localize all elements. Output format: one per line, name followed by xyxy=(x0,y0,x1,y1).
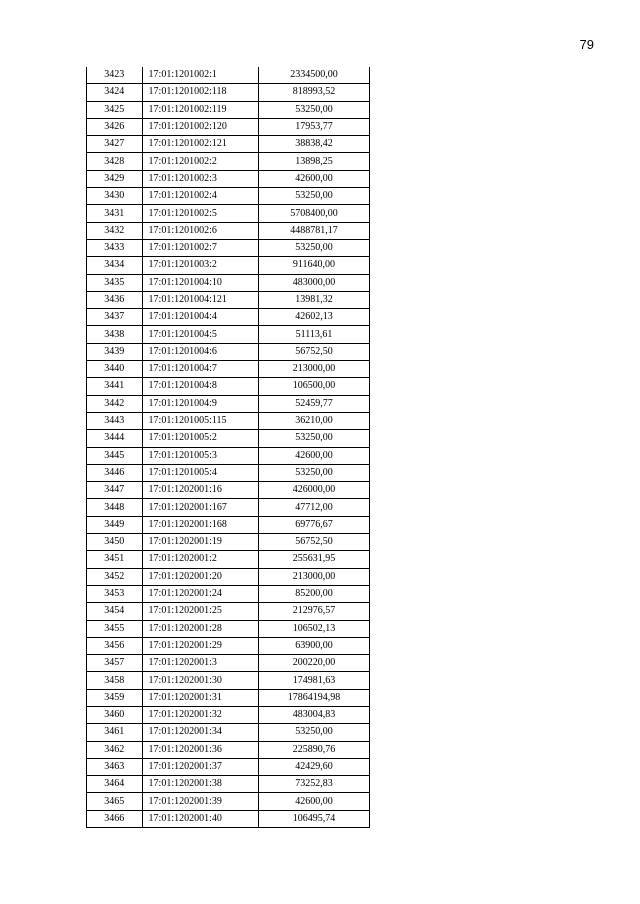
row-number-cell: 3425 xyxy=(87,101,143,118)
table-row xyxy=(87,153,370,170)
row-number-cell: 3448 xyxy=(87,499,143,516)
table-row xyxy=(87,222,370,239)
cadastral-value-cell: 42602,13 xyxy=(258,309,369,326)
cadastral-number-cell: 17:01:1202001:24 xyxy=(142,585,258,602)
cadastral-number-cell: 17:01:1202001:29 xyxy=(142,637,258,654)
table-row xyxy=(87,118,370,135)
table-row xyxy=(87,482,370,499)
cadastral-value-cell: 69776,67 xyxy=(258,516,369,533)
cadastral-value-cell: 17864194,98 xyxy=(258,689,369,706)
cadastral-value-cell: 53250,00 xyxy=(258,188,369,205)
cadastral-number-cell: 17:01:1201002:4 xyxy=(142,188,258,205)
table-row xyxy=(87,170,370,187)
row-number-cell: 3426 xyxy=(87,118,143,135)
cadastral-number-cell: 17:01:1201005:3 xyxy=(142,447,258,464)
cadastral-number-cell: 17:01:1201002:120 xyxy=(142,118,258,135)
cadastral-value-cell: 56752,50 xyxy=(258,534,369,551)
cadastral-number-cell: 17:01:1202001:38 xyxy=(142,776,258,793)
cadastral-number-cell: 17:01:1201004:4 xyxy=(142,309,258,326)
row-number-cell: 3459 xyxy=(87,689,143,706)
table-row xyxy=(87,188,370,205)
table-row xyxy=(87,516,370,533)
cadastral-value-table xyxy=(86,67,370,828)
cadastral-number-cell: 17:01:1202001:32 xyxy=(142,706,258,723)
row-number-cell: 3440 xyxy=(87,361,143,378)
row-number-cell: 3451 xyxy=(87,551,143,568)
cadastral-number-cell: 17:01:1201002:2 xyxy=(142,153,258,170)
cadastral-number-cell: 17:01:1202001:37 xyxy=(142,758,258,775)
cadastral-value-cell: 38838,42 xyxy=(258,136,369,153)
row-number-cell: 3430 xyxy=(87,188,143,205)
row-number-cell: 3442 xyxy=(87,395,143,412)
row-number-cell: 3458 xyxy=(87,672,143,689)
row-number-cell: 3433 xyxy=(87,239,143,256)
row-number-cell: 3441 xyxy=(87,378,143,395)
cadastral-value-cell: 818993,52 xyxy=(258,84,369,101)
row-number-cell: 3431 xyxy=(87,205,143,222)
cadastral-number-cell: 17:01:1201002:118 xyxy=(142,84,258,101)
cadastral-number-cell: 17:01:1201005:4 xyxy=(142,464,258,481)
cadastral-value-cell: 63900,00 xyxy=(258,637,369,654)
row-number-cell: 3427 xyxy=(87,136,143,153)
table-row xyxy=(87,603,370,620)
cadastral-number-cell: 17:01:1202001:16 xyxy=(142,482,258,499)
row-number-cell: 3432 xyxy=(87,222,143,239)
cadastral-value-cell: 255631,95 xyxy=(258,551,369,568)
table-row xyxy=(87,239,370,256)
table-row xyxy=(87,655,370,672)
cadastral-number-cell: 17:01:1201002:7 xyxy=(142,239,258,256)
table-row xyxy=(87,776,370,793)
table-row xyxy=(87,84,370,101)
cadastral-number-cell: 17:01:1201004:10 xyxy=(142,274,258,291)
cadastral-value-cell: 17953,77 xyxy=(258,118,369,135)
cadastral-value-cell: 85200,00 xyxy=(258,585,369,602)
cadastral-value-cell: 53250,00 xyxy=(258,101,369,118)
cadastral-value-cell: 51113,61 xyxy=(258,326,369,343)
row-number-cell: 3450 xyxy=(87,534,143,551)
cadastral-value-cell: 213000,00 xyxy=(258,568,369,585)
row-number-cell: 3452 xyxy=(87,568,143,585)
cadastral-value-cell: 4488781,17 xyxy=(258,222,369,239)
cadastral-value-cell: 56752,50 xyxy=(258,343,369,360)
table-row xyxy=(87,378,370,395)
cadastral-number-cell: 17:01:1201002:119 xyxy=(142,101,258,118)
table-row xyxy=(87,205,370,222)
cadastral-value-cell: 42600,00 xyxy=(258,170,369,187)
table-row xyxy=(87,620,370,637)
cadastral-number-cell: 17:01:1202001:167 xyxy=(142,499,258,516)
cadastral-number-cell: 17:01:1201004:5 xyxy=(142,326,258,343)
table-row xyxy=(87,447,370,464)
cadastral-value-cell: 13898,25 xyxy=(258,153,369,170)
row-number-cell: 3462 xyxy=(87,741,143,758)
cadastral-number-cell: 17:01:1202001:31 xyxy=(142,689,258,706)
row-number-cell: 3461 xyxy=(87,724,143,741)
table-row xyxy=(87,101,370,118)
cadastral-number-cell: 17:01:1201002:6 xyxy=(142,222,258,239)
row-number-cell: 3424 xyxy=(87,84,143,101)
cadastral-value-cell: 13981,32 xyxy=(258,291,369,308)
table-row xyxy=(87,724,370,741)
row-number-cell: 3423 xyxy=(87,67,143,84)
table-row xyxy=(87,291,370,308)
cadastral-value-cell: 42600,00 xyxy=(258,793,369,810)
cadastral-number-cell: 17:01:1202001:34 xyxy=(142,724,258,741)
cadastral-value-cell: 42429,60 xyxy=(258,758,369,775)
table-row xyxy=(87,585,370,602)
table-row xyxy=(87,464,370,481)
row-number-cell: 3453 xyxy=(87,585,143,602)
cadastral-value-cell: 53250,00 xyxy=(258,430,369,447)
row-number-cell: 3439 xyxy=(87,343,143,360)
row-number-cell: 3449 xyxy=(87,516,143,533)
cadastral-value-cell: 47712,00 xyxy=(258,499,369,516)
table-body xyxy=(87,67,370,828)
cadastral-number-cell: 17:01:1202001:2 xyxy=(142,551,258,568)
cadastral-number-cell: 17:01:1202001:36 xyxy=(142,741,258,758)
table-row xyxy=(87,430,370,447)
cadastral-value-cell: 73252,83 xyxy=(258,776,369,793)
table-row xyxy=(87,672,370,689)
cadastral-value-cell: 426000,00 xyxy=(258,482,369,499)
cadastral-value-cell: 483000,00 xyxy=(258,274,369,291)
row-number-cell: 3456 xyxy=(87,637,143,654)
row-number-cell: 3444 xyxy=(87,430,143,447)
cadastral-value-cell: 174981,63 xyxy=(258,672,369,689)
table-row xyxy=(87,637,370,654)
cadastral-value-cell: 106495,74 xyxy=(258,810,369,827)
row-number-cell: 3438 xyxy=(87,326,143,343)
cadastral-number-cell: 17:01:1202001:19 xyxy=(142,534,258,551)
row-number-cell: 3454 xyxy=(87,603,143,620)
row-number-cell: 3447 xyxy=(87,482,143,499)
cadastral-value-cell: 213000,00 xyxy=(258,361,369,378)
table-row xyxy=(87,412,370,429)
row-number-cell: 3457 xyxy=(87,655,143,672)
cadastral-number-cell: 17:01:1202001:40 xyxy=(142,810,258,827)
row-number-cell: 3465 xyxy=(87,793,143,810)
table-row xyxy=(87,706,370,723)
table-row xyxy=(87,274,370,291)
cadastral-number-cell: 17:01:1201004:121 xyxy=(142,291,258,308)
table-row xyxy=(87,395,370,412)
cadastral-value-cell: 911640,00 xyxy=(258,257,369,274)
table-row xyxy=(87,309,370,326)
table-row xyxy=(87,136,370,153)
row-number-cell: 3436 xyxy=(87,291,143,308)
cadastral-value-cell: 53250,00 xyxy=(258,464,369,481)
cadastral-number-cell: 17:01:1201002:3 xyxy=(142,170,258,187)
cadastral-number-cell: 17:01:1202001:168 xyxy=(142,516,258,533)
table-row xyxy=(87,67,370,84)
row-number-cell: 3460 xyxy=(87,706,143,723)
table-row xyxy=(87,534,370,551)
cadastral-value-cell: 53250,00 xyxy=(258,724,369,741)
cadastral-number-cell: 17:01:1201002:1 xyxy=(142,67,258,84)
table-row xyxy=(87,343,370,360)
cadastral-number-cell: 17:01:1201002:5 xyxy=(142,205,258,222)
table-row xyxy=(87,793,370,810)
row-number-cell: 3463 xyxy=(87,758,143,775)
row-number-cell: 3443 xyxy=(87,412,143,429)
cadastral-value-cell: 483004,83 xyxy=(258,706,369,723)
table-row xyxy=(87,689,370,706)
cadastral-number-cell: 17:01:1201004:8 xyxy=(142,378,258,395)
cadastral-number-cell: 17:01:1202001:25 xyxy=(142,603,258,620)
row-number-cell: 3446 xyxy=(87,464,143,481)
cadastral-number-cell: 17:01:1202001:28 xyxy=(142,620,258,637)
row-number-cell: 3434 xyxy=(87,257,143,274)
cadastral-number-cell: 17:01:1202001:39 xyxy=(142,793,258,810)
cadastral-number-cell: 17:01:1201004:7 xyxy=(142,361,258,378)
cadastral-value-cell: 2334500,00 xyxy=(258,67,369,84)
cadastral-value-cell: 53250,00 xyxy=(258,239,369,256)
cadastral-value-cell: 106500,00 xyxy=(258,378,369,395)
row-number-cell: 3466 xyxy=(87,810,143,827)
cadastral-value-cell: 52459,77 xyxy=(258,395,369,412)
table-row xyxy=(87,257,370,274)
cadastral-number-cell: 17:01:1201002:121 xyxy=(142,136,258,153)
cadastral-value-cell: 42600,00 xyxy=(258,447,369,464)
table-row xyxy=(87,551,370,568)
table-row xyxy=(87,361,370,378)
cadastral-value-cell: 200220,00 xyxy=(258,655,369,672)
table-row xyxy=(87,568,370,585)
cadastral-number-cell: 17:01:1202001:30 xyxy=(142,672,258,689)
table-row xyxy=(87,758,370,775)
table-row xyxy=(87,810,370,827)
cadastral-number-cell: 17:01:1202001:20 xyxy=(142,568,258,585)
cadastral-number-cell: 17:01:1201004:9 xyxy=(142,395,258,412)
table-row xyxy=(87,741,370,758)
cadastral-value-cell: 106502,13 xyxy=(258,620,369,637)
cadastral-number-cell: 17:01:1201003:2 xyxy=(142,257,258,274)
cadastral-number-cell: 17:01:1202001:3 xyxy=(142,655,258,672)
row-number-cell: 3437 xyxy=(87,309,143,326)
cadastral-number-cell: 17:01:1201005:115 xyxy=(142,412,258,429)
row-number-cell: 3455 xyxy=(87,620,143,637)
cadastral-value-cell: 225890,76 xyxy=(258,741,369,758)
cadastral-number-cell: 17:01:1201005:2 xyxy=(142,430,258,447)
cadastral-value-cell: 36210,00 xyxy=(258,412,369,429)
row-number-cell: 3445 xyxy=(87,447,143,464)
row-number-cell: 3435 xyxy=(87,274,143,291)
row-number-cell: 3429 xyxy=(87,170,143,187)
row-number-cell: 3464 xyxy=(87,776,143,793)
cadastral-value-cell: 5708400,00 xyxy=(258,205,369,222)
table-row xyxy=(87,499,370,516)
cadastral-value-cell: 212976,57 xyxy=(258,603,369,620)
table-row xyxy=(87,326,370,343)
page-number: 79 xyxy=(579,37,594,52)
cadastral-number-cell: 17:01:1201004:6 xyxy=(142,343,258,360)
row-number-cell: 3428 xyxy=(87,153,143,170)
